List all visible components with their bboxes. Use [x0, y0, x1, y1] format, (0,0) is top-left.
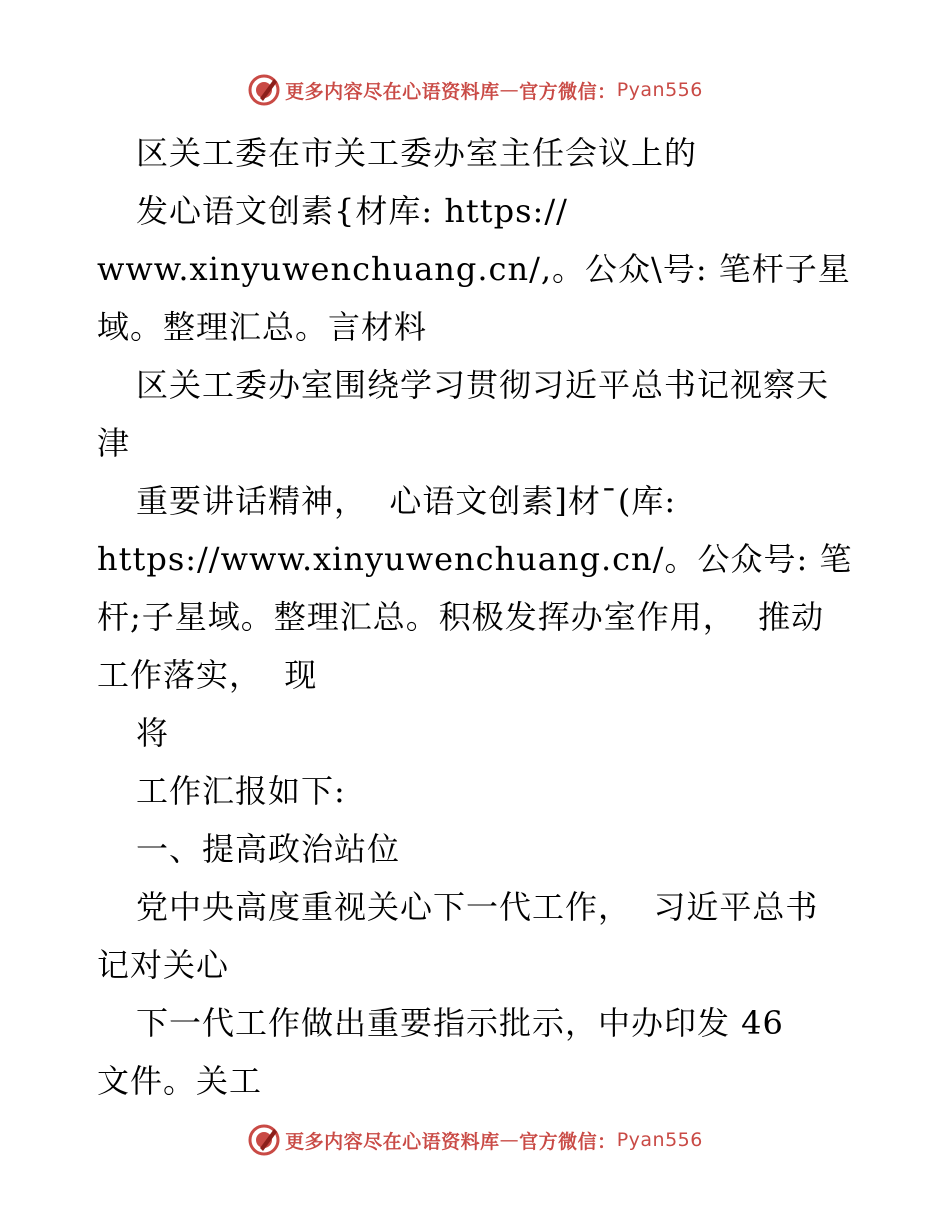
- body-line: 党中央高度重视关心下一代工作， 习近平总书: [136, 888, 819, 926]
- body-line: 文件。关工: [97, 1062, 263, 1100]
- body-line: 工作落实， 现: [97, 656, 318, 694]
- section-heading: 一、提高政治站位: [136, 830, 401, 868]
- banner-brand-text: 更多内容尽在心语资料库: [285, 80, 500, 103]
- body-line: 区关工委在市关工委办室主任会议上的: [136, 134, 698, 172]
- brand-logo-icon: [247, 1123, 281, 1157]
- body-line: 工作汇报如下:: [136, 772, 346, 810]
- header-banner: [0, 70, 950, 110]
- document-body: [97, 124, 867, 1110]
- body-line: 域。整理汇总。言材料: [97, 308, 428, 346]
- banner-separator: —: [499, 1129, 520, 1151]
- body-line: www.xinyuwenchuang.cn/,。公众\号: 笔杆子星: [97, 250, 851, 288]
- body-line: 区关工委办室围绕学习贯彻习近平总书记视察天: [136, 366, 830, 404]
- banner-wechat-label: 官方微信：: [519, 1130, 617, 1153]
- body-line: 发心语文创素{材库: https://: [136, 192, 568, 230]
- body-line: 重要讲话精神， 心语文创素]材¯(库:: [136, 482, 677, 520]
- banner-wechat-id: Pyan556: [616, 1129, 703, 1151]
- body-line: https://www.xinyuwenchuang.cn/。公众号: 笔: [97, 540, 853, 578]
- banner-wechat-id: Pyan556: [616, 79, 703, 101]
- footer-banner: [0, 1120, 950, 1160]
- body-line: 下一代工作做出重要指示批示，中办印发 46: [136, 1004, 784, 1042]
- body-line: 津: [97, 424, 131, 462]
- body-line: 将: [136, 714, 170, 752]
- banner-brand-text: 更多内容尽在心语资料库: [285, 1130, 500, 1153]
- banner-separator: —: [499, 79, 520, 101]
- banner-wechat-label: 官方微信：: [519, 80, 617, 103]
- body-line: 杆;子星域。整理汇总。积极发挥办室作用， 推动: [97, 598, 825, 636]
- body-line: 记对关心: [97, 946, 230, 984]
- brand-logo-icon: [247, 73, 281, 107]
